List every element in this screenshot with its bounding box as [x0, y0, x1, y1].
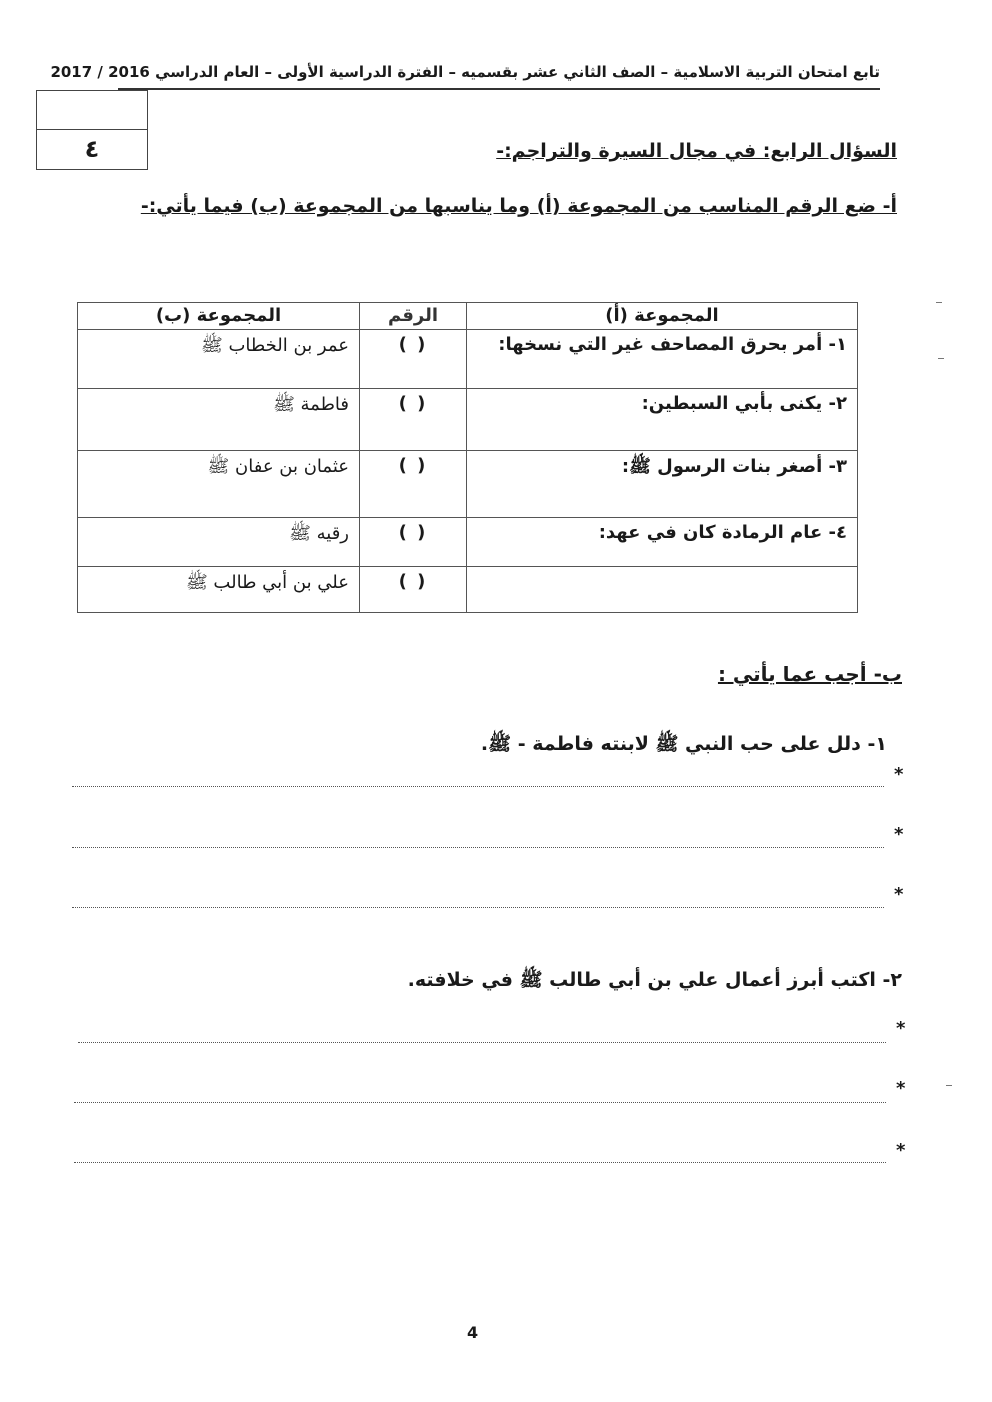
- group-b-cell: رقيه ﷺ: [78, 518, 360, 567]
- answer-line[interactable]: [72, 786, 884, 787]
- question-instruction: [141, 195, 897, 217]
- margin-mark: [946, 1085, 952, 1086]
- table-row: [78, 330, 858, 389]
- question-2: ٢- اكتب أبرز أعمال علي بن أبي طالب ﷺ في خلافته.: [407, 969, 902, 991]
- bullet-star: *: [896, 1140, 906, 1161]
- margin-mark: [936, 302, 942, 303]
- instruction-part-2: فيما يأتي:-: [140, 195, 251, 217]
- page-number: 4: [467, 1323, 479, 1342]
- group-b-cell: عثمان بن عفان ﷺ: [78, 451, 360, 518]
- bullet-star: *: [894, 884, 904, 905]
- answer-line[interactable]: [74, 1102, 886, 1103]
- group-a-cell: [467, 567, 858, 613]
- number-blank[interactable]: ( ): [360, 330, 467, 389]
- bullet-star: *: [894, 764, 904, 785]
- table-row: [78, 518, 858, 567]
- number-blank[interactable]: ( ): [360, 567, 467, 613]
- section-b-title: ب- أجب عما يأتي :: [717, 662, 902, 686]
- score-box-value: ٤: [84, 135, 100, 163]
- exam-header: تابع امتحان التربية الاسلامية – الصف الثاني عشر بقسميه – الفترة الدراسية الأولى – العام الدراسي 2016 / 2017: [118, 58, 880, 90]
- margin-mark: [938, 358, 944, 359]
- header-group-a: المجموعة (أ): [467, 303, 858, 330]
- group-a-cell: ٣- أصغر بنات الرسول ﷺ:: [467, 451, 858, 518]
- bullet-star: *: [896, 1018, 906, 1039]
- instruction-part-1: أ- ضع الرقم المناسب من المجموعة (أ) وما يناسبها من المجموعة (ب): [250, 195, 897, 217]
- question-1: ١- دلل على حب النبي ﷺ لابنته فاطمة - ﷺ.: [480, 733, 887, 755]
- number-blank[interactable]: ( ): [360, 518, 467, 567]
- group-b-cell: علي بن أبي طالب ﷺ: [78, 567, 360, 613]
- answer-line[interactable]: [74, 1162, 886, 1163]
- score-box-blank: [37, 91, 147, 130]
- group-a-cell: ٤- عام الرمادة كان في عهد:: [467, 518, 858, 567]
- matching-table: [77, 302, 858, 613]
- header-group-b: المجموعة (ب): [78, 303, 360, 330]
- bullet-star: *: [894, 824, 904, 845]
- group-b-cell: فاطمة ﷺ: [78, 389, 360, 451]
- question-title: السؤال الرابع: في مجال السيرة والتراجم:-: [496, 140, 897, 162]
- number-blank[interactable]: ( ): [360, 389, 467, 451]
- table-header-row: [78, 303, 858, 330]
- answer-line[interactable]: [72, 847, 884, 848]
- table-row: [78, 451, 858, 518]
- group-a-cell: ٢- يكنى بأبي السبطين:: [467, 389, 858, 451]
- table-row: [78, 389, 858, 451]
- table-row: [78, 567, 858, 613]
- bullet-star: *: [896, 1078, 906, 1099]
- number-blank[interactable]: ( ): [360, 451, 467, 518]
- group-a-cell: ١- أمر بحرق المصاحف غير التي نسخها:: [467, 330, 858, 389]
- answer-line[interactable]: [72, 907, 884, 908]
- header-number: الرقم: [360, 303, 467, 330]
- group-b-cell: عمر بن الخطاب ﷺ: [78, 330, 360, 389]
- score-box: [36, 90, 148, 170]
- answer-line[interactable]: [78, 1042, 886, 1043]
